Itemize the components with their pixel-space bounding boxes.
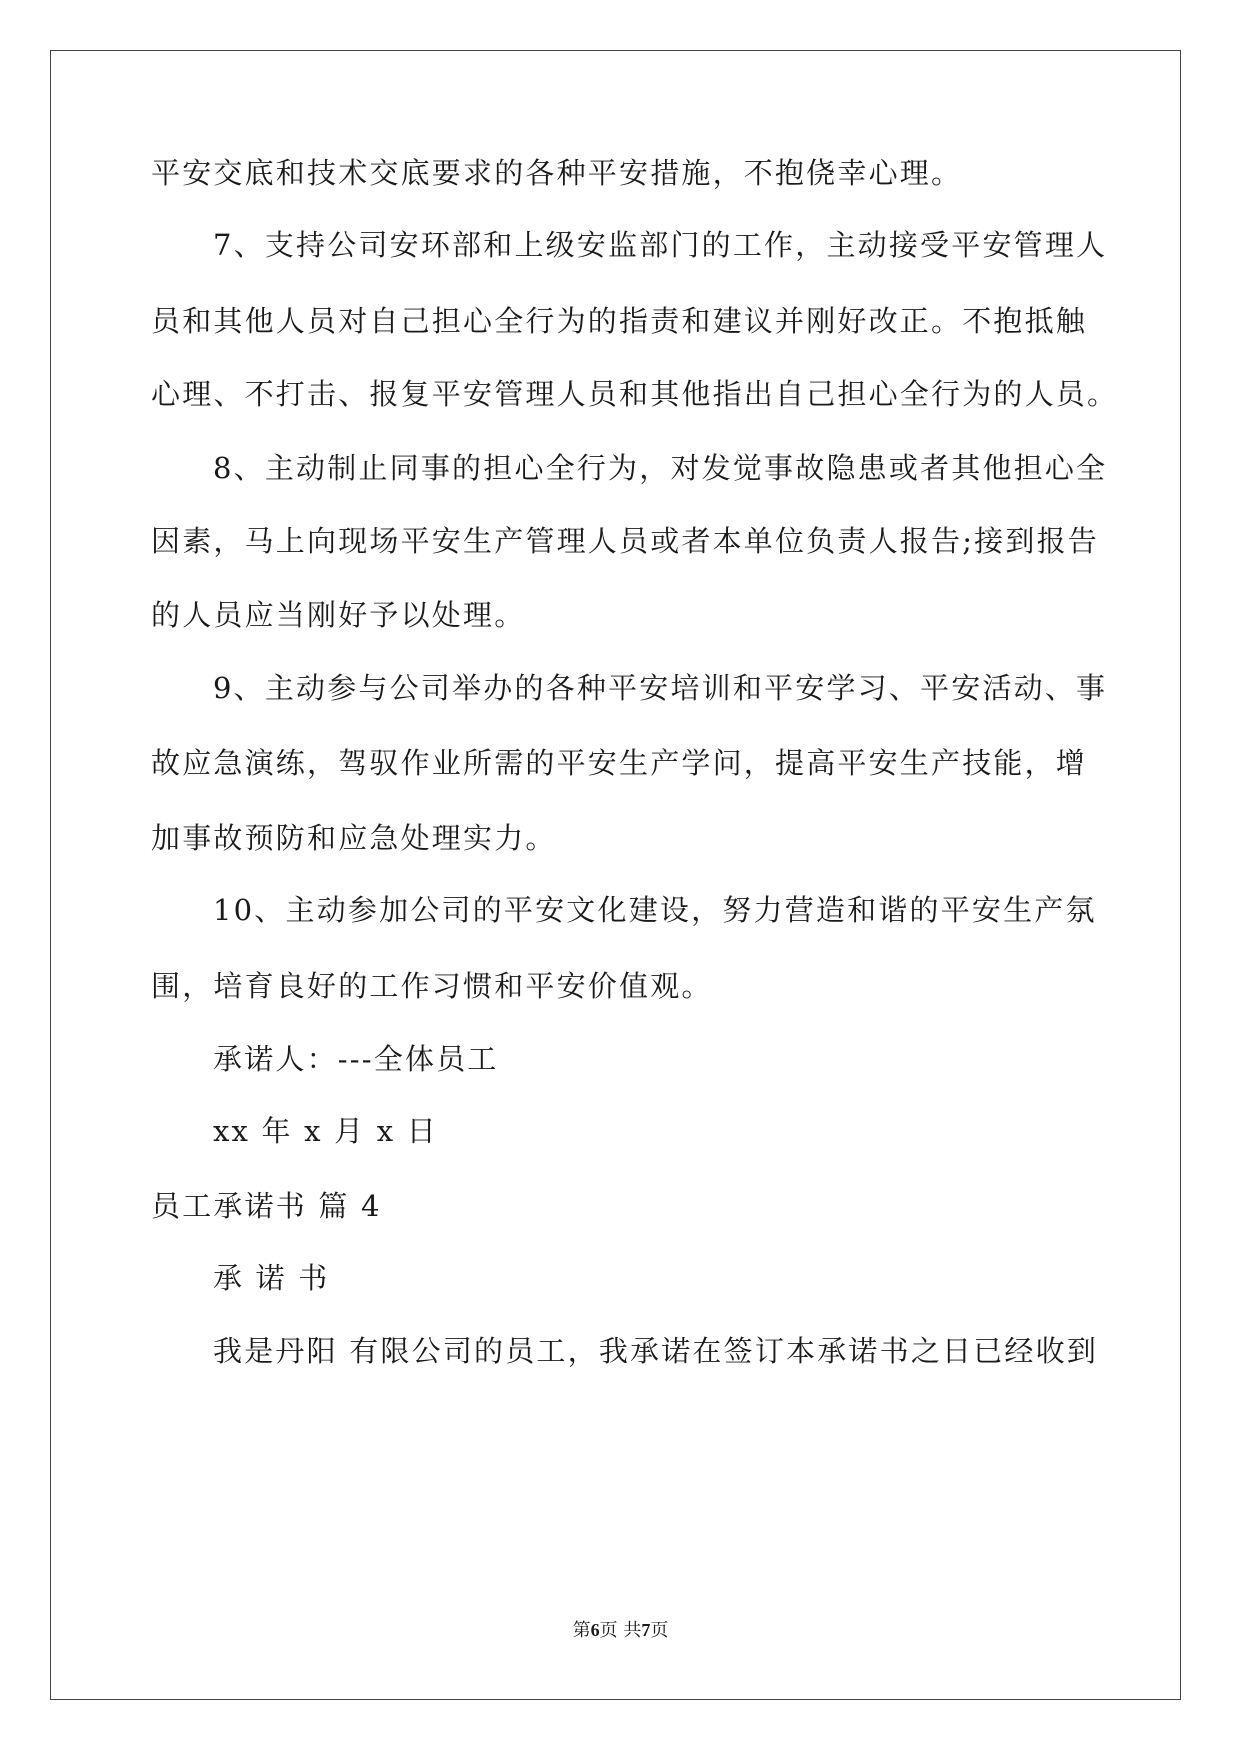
signatory-line: 承诺人：---全体员工 bbox=[213, 1042, 499, 1076]
text-line: 8、主动制止同事的担心全行为，对发觉事故隐患或者其他担心全 bbox=[213, 451, 1108, 485]
footer-prefix: 第 bbox=[572, 1620, 591, 1641]
text-line: 围，培育良好的工作习惯和平安价值观。 bbox=[151, 969, 713, 1003]
text-line: 故应急演练，驾驭作业所需的平安生产学问，提高平安生产技能，增 bbox=[151, 746, 1088, 780]
text-line: 员和其他人员对自己担心全行为的指责和建议并刚好改正。不抱抵触 bbox=[151, 304, 1088, 338]
text-line: 加事故预防和应急处理实力。 bbox=[151, 821, 557, 855]
text-line: 9、主动参与公司举办的各种平安培训和平安学习、平安活动、事 bbox=[213, 671, 1108, 705]
page-footer bbox=[0, 1618, 1241, 1643]
text-line: 7、支持公司安环部和上级安监部门的工作，主动接受平安管理人 bbox=[213, 228, 1108, 262]
text-line: 平安交底和技术交底要求的各种平安措施，不抱侥幸心理。 bbox=[151, 156, 963, 190]
current-page-number: 6 bbox=[590, 1620, 600, 1640]
footer-mid: 页 共 bbox=[599, 1620, 642, 1641]
section-heading: 员工承诺书 篇 4 bbox=[151, 1189, 382, 1223]
text-line: 10、主动参加公司的平安文化建设，努力营造和谐的平安生产氛 bbox=[213, 893, 1097, 927]
footer-suffix: 页 bbox=[650, 1620, 669, 1641]
text-line: 我是丹阳 有限公司的员工，我承诺在签订本承诺书之日已经收到 bbox=[213, 1334, 1099, 1368]
text-line: 的人员应当刚好予以处理。 bbox=[151, 598, 526, 632]
date-line: xx 年 x 月 x 日 bbox=[213, 1114, 438, 1148]
total-page-number: 7 bbox=[641, 1620, 651, 1640]
document-title: 承 诺 书 bbox=[213, 1261, 330, 1295]
page-frame bbox=[50, 50, 1181, 1700]
text-line: 心理、不打击、报复平安管理人员和其他指出自己担心全行为的人员。 bbox=[151, 377, 1119, 411]
text-line: 因素，马上向现场平安生产管理人员或者本单位负责人报告;接到报告 bbox=[151, 524, 1099, 558]
